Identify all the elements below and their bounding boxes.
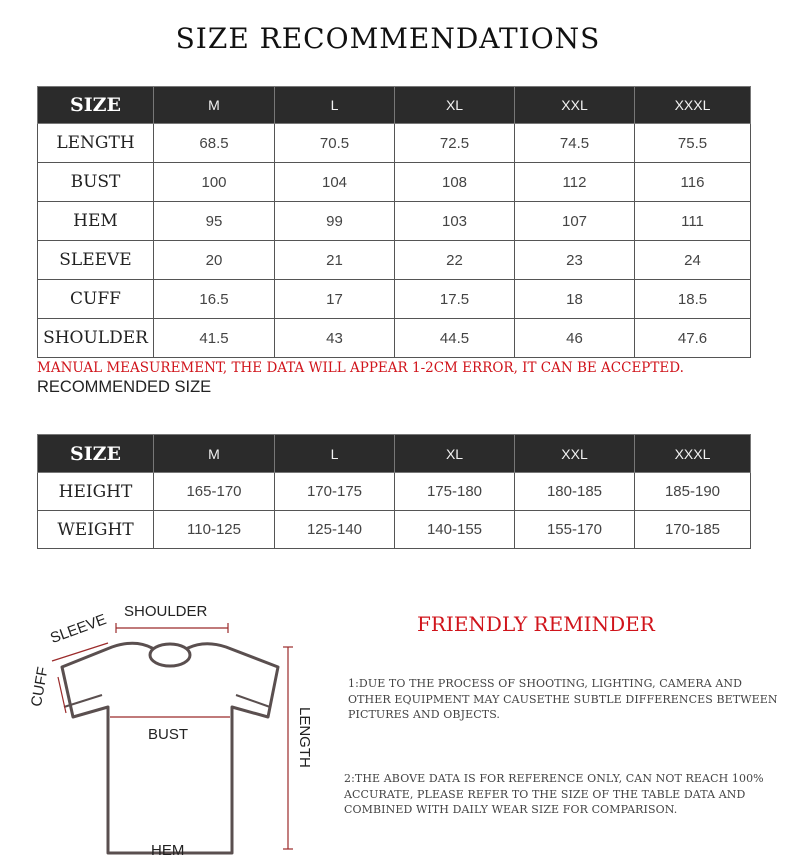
reminder-note-2: 2:THE ABOVE DATA IS FOR REFERENCE ONLY, CAN NOT REACH 100% ACCURATE, PLEASE REFER TO THE SIZE OF THE TABLE DATA AND COMBINED WITH DAILY WEAR SIZE FOR COMPARISON.	[344, 772, 764, 816]
header-cell: XXXL	[635, 87, 751, 124]
table-cell: 68.5	[154, 124, 275, 163]
table-row	[38, 280, 751, 319]
header-cell: L	[275, 87, 395, 124]
table-cell: 17.5	[395, 280, 515, 319]
table-cell: 75.5	[635, 124, 751, 163]
table-cell: 111	[635, 202, 751, 241]
header-cell: XL	[395, 435, 515, 473]
length-label: LENGTH	[296, 707, 313, 768]
row-label: WEIGHT	[38, 511, 154, 549]
table-cell: 100	[154, 163, 275, 202]
collar-shape	[150, 644, 190, 666]
table-cell: 43	[275, 319, 395, 358]
header-cell: M	[154, 435, 275, 473]
table-cell: 99	[275, 202, 395, 241]
page-title: SIZE RECOMMENDATIONS	[175, 22, 601, 55]
table-cell: 104	[275, 163, 395, 202]
table-cell: 108	[395, 163, 515, 202]
header-cell: L	[275, 435, 395, 473]
table-cell: 17	[275, 280, 395, 319]
table-cell: 170-175	[275, 473, 395, 511]
table-row	[38, 319, 751, 358]
table-row	[38, 241, 751, 280]
table-row	[38, 511, 751, 549]
table-cell: 107	[515, 202, 635, 241]
table-cell: 18	[515, 280, 635, 319]
hem-label: HEM	[151, 842, 185, 859]
table-cell: 180-185	[515, 473, 635, 511]
table-cell: 72.5	[395, 124, 515, 163]
table-cell: 140-155	[395, 511, 515, 549]
table-header-row	[38, 87, 751, 124]
reminder-note-1: 1:DUE TO THE PROCESS OF SHOOTING, LIGHTING, CAMERA AND OTHER EQUIPMENT MAY CAUSETHE SUBTLE DIFFERENCES BETWEEN PICTURES AND OBJECTS.	[348, 677, 778, 721]
header-cell: M	[154, 87, 275, 124]
header-cell: XXL	[515, 87, 635, 124]
table-cell: 155-170	[515, 511, 635, 549]
shoulder-label: SHOULDER	[124, 603, 208, 620]
table-cell: 22	[395, 241, 515, 280]
row-label: SLEEVE	[38, 241, 154, 280]
table-cell: 20	[154, 241, 275, 280]
row-label: BUST	[38, 163, 154, 202]
header-cell: XL	[395, 87, 515, 124]
table-cell: 44.5	[395, 319, 515, 358]
table-cell: 110-125	[154, 511, 275, 549]
table-cell: 47.6	[635, 319, 751, 358]
table-cell: 170-185	[635, 511, 751, 549]
row-label: CUFF	[38, 280, 154, 319]
row-label: SHOULDER	[38, 319, 154, 358]
table-cell: 125-140	[275, 511, 395, 549]
table-row	[38, 124, 751, 163]
table-cell: 95	[154, 202, 275, 241]
table-cell: 103	[395, 202, 515, 241]
header-cell: SIZE	[38, 87, 154, 124]
table-cell: 185-190	[635, 473, 751, 511]
table-row	[38, 202, 751, 241]
recommended-size-heading: RECOMMENDED SIZE	[37, 378, 212, 396]
recommended-size-table	[37, 434, 751, 549]
table-cell: 70.5	[275, 124, 395, 163]
table-cell: 21	[275, 241, 395, 280]
cuff-label: CUFF	[28, 665, 52, 708]
table-cell: 18.5	[635, 280, 751, 319]
table-cell: 46	[515, 319, 635, 358]
header-cell: XXL	[515, 435, 635, 473]
header-cell: XXXL	[635, 435, 751, 473]
table-cell: 24	[635, 241, 751, 280]
table-cell: 74.5	[515, 124, 635, 163]
bust-label: BUST	[148, 726, 189, 743]
row-label: HEIGHT	[38, 473, 154, 511]
tshirt-outline	[62, 643, 278, 853]
table-cell: 16.5	[154, 280, 275, 319]
measurement-error-note: MANUAL MEASUREMENT, THE DATA WILL APPEAR 1-2CM ERROR, IT CAN BE ACCEPTED.	[37, 360, 684, 376]
table-cell: 116	[635, 163, 751, 202]
header-cell: SIZE	[38, 435, 154, 473]
table-cell: 112	[515, 163, 635, 202]
table-row	[38, 163, 751, 202]
size-measurement-table	[37, 86, 751, 358]
table-cell: 23	[515, 241, 635, 280]
table-cell: 41.5	[154, 319, 275, 358]
tshirt-measurement-diagram	[28, 595, 330, 863]
row-label: LENGTH	[38, 124, 154, 163]
sleeve-label: SLEEVE	[48, 611, 109, 647]
reminder-title: FRIENDLY REMINDER	[417, 612, 655, 636]
table-row	[38, 473, 751, 511]
row-label: HEM	[38, 202, 154, 241]
table-cell: 175-180	[395, 473, 515, 511]
table-cell: 165-170	[154, 473, 275, 511]
table-header-row	[38, 435, 751, 473]
